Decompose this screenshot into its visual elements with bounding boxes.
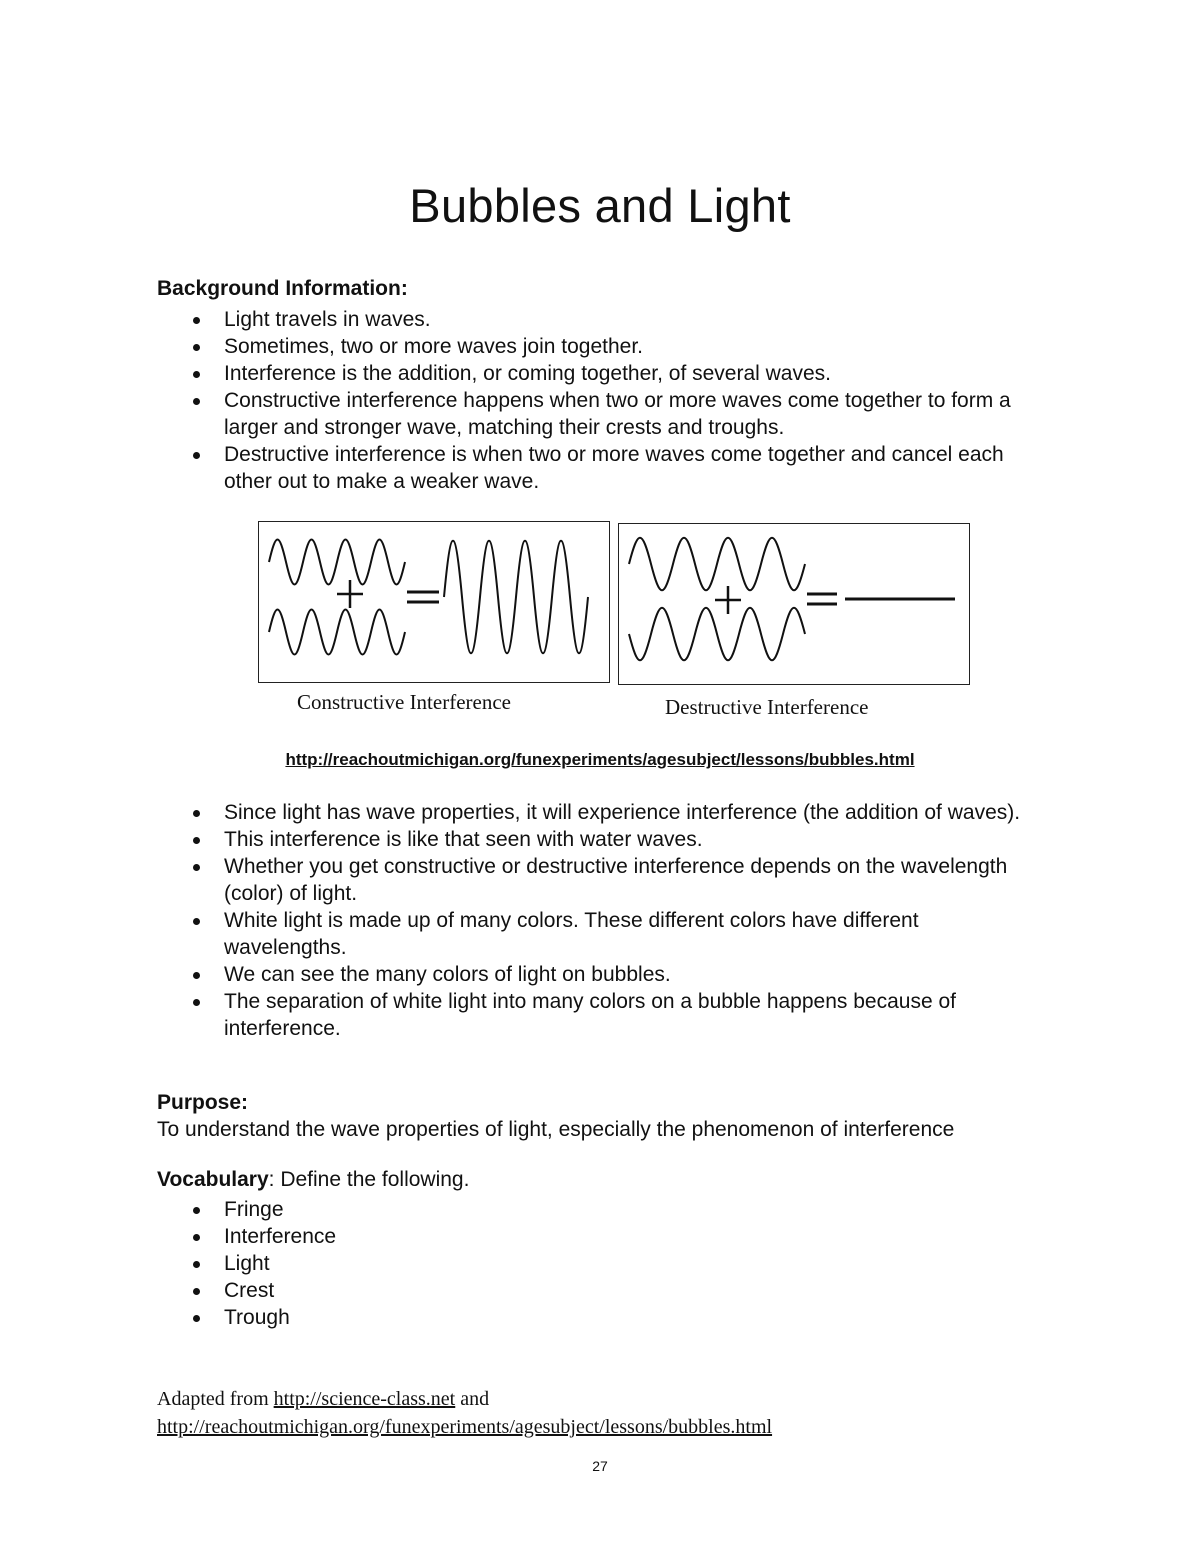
list-item: White light is made up of many colors. These different colors have different wavelengths. bbox=[157, 907, 1037, 961]
vocabulary-label: Vocabulary bbox=[157, 1168, 269, 1191]
list-item: Interference bbox=[157, 1223, 657, 1250]
bullet-icon bbox=[193, 999, 200, 1006]
wave-properties-list bbox=[157, 799, 1037, 1042]
reachout-michigan-link[interactable]: http://reachoutmichigan.org/funexperiments/agesubject/lessons/bubbles.html bbox=[157, 1416, 773, 1438]
purpose-text: To understand the wave properties of light, especially the phenomenon of interference bbox=[157, 1118, 955, 1141]
list-item: Interference is the addition, or coming together, of several waves. bbox=[157, 360, 1037, 387]
list-item: Since light has wave properties, it will experience interference (the addition of waves). bbox=[157, 799, 1037, 826]
destructive-caption: Destructive Interference bbox=[665, 695, 869, 719]
list-item: Sometimes, two or more waves join together. bbox=[157, 333, 1037, 360]
bullet-icon bbox=[193, 1261, 200, 1268]
source-url-link[interactable]: http://reachoutmichigan.org/funexperiments/agesubject/lessons/bubbles.html bbox=[285, 750, 915, 769]
wave-bottom bbox=[269, 610, 405, 655]
wave-result bbox=[444, 541, 588, 654]
list-item: Crest bbox=[157, 1277, 657, 1304]
constructive-caption: Constructive Interference bbox=[297, 690, 511, 714]
bullet-icon bbox=[193, 398, 200, 405]
bullet-icon bbox=[193, 371, 200, 378]
vocabulary-instruction: : Define the following. bbox=[268, 1168, 470, 1191]
vocabulary-list bbox=[157, 1196, 657, 1331]
bullet-icon bbox=[193, 317, 200, 324]
attribution-footer bbox=[157, 1385, 772, 1441]
bullet-icon bbox=[193, 972, 200, 979]
science-class-link[interactable]: http://science-class.net bbox=[273, 1388, 456, 1410]
page-number: 27 bbox=[592, 1458, 608, 1474]
list-item: This interference is like that seen with water waves. bbox=[157, 826, 1037, 853]
bullet-icon bbox=[193, 864, 200, 871]
constructive-interference-diagram bbox=[258, 521, 610, 683]
list-item: Light bbox=[157, 1250, 657, 1277]
bullet-icon bbox=[193, 837, 200, 844]
attribution-connector: and bbox=[455, 1388, 490, 1410]
destructive-wave-illustration bbox=[619, 524, 969, 684]
destructive-interference-diagram bbox=[618, 523, 970, 685]
list-item: Fringe bbox=[157, 1196, 657, 1223]
wave-top bbox=[269, 540, 405, 585]
list-item: Whether you get constructive or destructive interference depends on the wavelength (color) of light. bbox=[157, 853, 1037, 907]
bullet-icon bbox=[193, 810, 200, 817]
purpose-heading: Purpose: bbox=[157, 1091, 249, 1114]
bullet-icon bbox=[193, 1315, 200, 1322]
bullet-icon bbox=[193, 1288, 200, 1295]
bullet-icon bbox=[193, 452, 200, 459]
background-heading: Background Information: bbox=[157, 277, 408, 300]
attribution-prefix: Adapted from bbox=[157, 1388, 274, 1410]
background-list bbox=[157, 306, 1037, 495]
list-item: Light travels in waves. bbox=[157, 306, 1037, 333]
page-title: Bubbles and Light bbox=[409, 179, 791, 232]
bullet-icon bbox=[193, 344, 200, 351]
wave-top bbox=[629, 538, 805, 591]
bullet-icon bbox=[193, 918, 200, 925]
list-item: The separation of white light into many colors on a bubble happens because of interference. bbox=[157, 988, 1037, 1042]
wave-bottom bbox=[629, 608, 805, 661]
list-item: Trough bbox=[157, 1304, 657, 1331]
list-item: Destructive interference is when two or more waves come together and cancel each other out to make a weaker wave. bbox=[157, 441, 1037, 495]
bullet-icon bbox=[193, 1234, 200, 1241]
bullet-icon bbox=[193, 1207, 200, 1214]
list-item: We can see the many colors of light on bubbles. bbox=[157, 961, 1037, 988]
list-item: Constructive interference happens when two or more waves come together to form a larger and stronger wave, matching their crests and troughs. bbox=[157, 387, 1037, 441]
vocabulary-heading bbox=[157, 1168, 469, 1192]
constructive-wave-illustration bbox=[259, 522, 609, 682]
